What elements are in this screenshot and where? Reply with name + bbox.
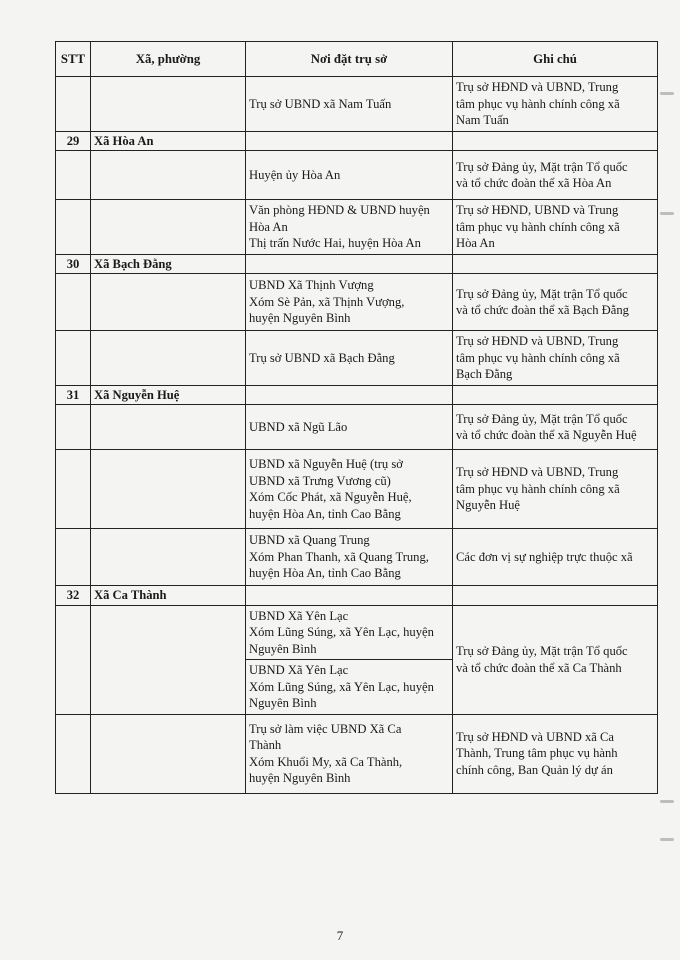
cell-text-line: UBND xã Trưng Vương cũ) [249,473,391,488]
table-row [56,605,658,660]
note-cell [453,77,658,132]
group-row [56,254,658,274]
cell-text-line: và tổ chức đoàn thể xã Nguyễn Huệ [456,428,637,442]
header-location: Nơi đặt trụ sở [246,42,453,77]
note-cell [453,331,658,386]
table-row [56,714,658,793]
cell-text-line: Trụ sở Đảng ủy, Mặt trận Tổ quốc [456,411,628,426]
commune-name-cell [91,605,246,714]
cell-text-line: UBND xã Quang Trung [249,533,370,548]
scan-edge-mark [660,800,674,803]
location-cell [246,586,453,606]
cell-text-line: Trụ sở HĐND và UBND, Trung [456,334,619,348]
location-cell [246,274,453,331]
cell-text-line: Thành [249,738,282,752]
location-cell [246,529,453,586]
cell-text-line: Trụ sở Đảng ủy, Mặt trận Tổ quốc [456,644,628,658]
stt-cell [56,331,91,386]
table-row [56,405,658,450]
stt-cell [56,605,91,714]
table-row [56,450,658,529]
table-row [56,274,658,331]
cell-text-line: chính công, Ban Quản lý dự án [456,762,613,777]
cell-text-line: Trụ sở Đảng ủy, Mặt trận Tổ quốc [456,159,628,174]
location-cell [246,660,453,715]
stt-cell [56,450,91,529]
cell-text-line: UBND Xã Yên Lạc [249,608,349,623]
stt-cell: 31 [56,385,91,405]
cell-text-line: Xóm Lũng Súng, xã Yên Lạc, huyện [249,679,434,694]
commune-name-cell [91,77,246,132]
commune-name-cell: Xã Hòa An [91,131,246,151]
scan-edge-mark [660,92,674,95]
location-cell [246,385,453,405]
location-cell [246,151,453,200]
stt-cell [56,200,91,255]
scan-edge-mark [660,838,674,841]
header-stt: STT [56,42,91,77]
stt-cell [56,77,91,132]
cell-text-line: và tổ chức đoàn thể xã Ca Thành [456,660,622,675]
cell-text-line: tâm phục vụ hành chính công xã [456,219,620,234]
table-header-row [56,42,658,77]
cell-text-line: Trụ sở UBND xã Nam Tuấn [249,96,392,111]
cell-text-line: tâm phục vụ hành chính công xã [456,481,620,496]
table-body [56,77,658,794]
table-row [56,77,658,132]
cell-text-line: tâm phục vụ hành chính công xã [456,350,620,365]
stt-cell: 30 [56,254,91,274]
stt-cell [56,714,91,793]
stt-cell [56,529,91,586]
group-row [56,586,658,606]
cell-text-line: huyện Nguyên Bình [249,771,351,785]
cell-text-line: Xóm Cốc Phát, xã Nguyễn Huệ, [249,490,412,504]
cell-text-line: Xóm Lũng Súng, xã Yên Lạc, huyện [249,625,434,639]
note-cell [453,274,658,331]
scan-edge-mark [660,212,674,215]
stt-cell: 32 [56,586,91,606]
location-cell [246,450,453,529]
cell-text-line: Nguyễn Huệ [456,498,521,513]
note-cell [453,385,658,405]
location-cell [246,405,453,450]
cell-text-line: Trụ sở làm việc UBND Xã Ca [249,721,402,736]
cell-text-line: và tổ chức đoàn thể xã Bạch Đằng [456,303,629,317]
cell-text-line: Trụ sở HĐND và UBND, Trung [456,465,619,480]
cell-text-line: Xóm Sè Pản, xã Thịnh Vượng, [249,294,405,309]
cell-text-line: Văn phòng HĐND & UBND huyện [249,203,430,217]
cell-text-line: Nguyên Bình [249,641,317,656]
cell-text-line: Huyện ủy Hòa An [249,167,341,182]
stt-cell [56,151,91,200]
group-row [56,131,658,151]
cell-text-line: Nguyên Bình [249,696,317,710]
cell-text-line: và tổ chức đoàn thể xã Hòa An [456,176,612,190]
commune-name-cell [91,274,246,331]
page-number: 7 [336,928,344,943]
commune-name-cell [91,450,246,529]
cell-text-line: Trụ sở UBND xã Bạch Đằng [249,350,395,365]
location-cell [246,77,453,132]
cell-text-line: Nam Tuấn [456,113,509,127]
cell-text-line: Bạch Đằng [456,367,513,381]
commune-name-cell: Xã Ca Thành [91,586,246,606]
location-cell [246,254,453,274]
cell-text-line: tâm phục vụ hành chính công xã [456,96,620,111]
table-row [56,331,658,386]
cell-text-line: Xóm Khuổi My, xã Ca Thành, [249,754,403,769]
cell-text-line: Trụ sở HĐND, UBND và Trung [456,203,619,217]
location-cell [246,331,453,386]
cell-text-line: Xóm Phan Thanh, xã Quang Trung, [249,549,429,564]
header-commune: Xã, phường [91,42,246,77]
cell-text-line: Trụ sở HĐND và UBND xã Ca [456,729,615,744]
note-cell [453,131,658,151]
note-cell [453,151,658,200]
table-row [56,200,658,255]
office-location-table [55,41,658,794]
header-note: Ghi chú [453,42,658,77]
cell-text-line: Thành, Trung tâm phục vụ hành [456,746,618,761]
note-cell [453,529,658,586]
commune-name-cell: Xã Nguyễn Huệ [91,385,246,405]
commune-name-cell [91,331,246,386]
commune-name-cell: Xã Bạch Đằng [91,254,246,274]
location-cell [246,200,453,255]
location-cell [246,714,453,793]
note-cell [453,254,658,274]
note-cell [453,605,658,714]
commune-name-cell [91,200,246,255]
cell-text-line: huyện Hòa An, tỉnh Cao Bằng [249,506,401,521]
cell-text-line: UBND xã Nguyễn Huệ (trụ sở [249,457,403,471]
note-cell [453,200,658,255]
note-cell [453,405,658,450]
cell-text-line: Hòa An [249,219,288,234]
commune-name-cell [91,714,246,793]
location-cell [246,605,453,660]
cell-text-line: Hòa An [456,236,495,250]
commune-name-cell [91,405,246,450]
commune-name-cell [91,529,246,586]
cell-text-line: huyện Nguyên Bình [249,311,351,326]
location-cell [246,131,453,151]
table-row [56,151,658,200]
cell-text-line: Thị trấn Nước Hai, huyện Hòa An [249,236,421,250]
cell-text-line: Các đơn vị sự nghiệp trực thuộc xã [456,549,633,564]
cell-text-line: UBND Xã Yên Lạc [249,663,349,677]
stt-cell [56,274,91,331]
note-cell [453,714,658,793]
cell-text-line: UBND Xã Thịnh Vượng [249,278,374,293]
stt-cell [56,405,91,450]
group-row [56,385,658,405]
cell-text-line: Trụ sở HĐND và UBND, Trung [456,80,619,94]
stt-cell: 29 [56,131,91,151]
commune-name-cell [91,151,246,200]
cell-text-line: Trụ sở Đảng ủy, Mặt trận Tổ quốc [456,286,628,301]
cell-text-line: huyện Hòa An, tỉnh Cao Bằng [249,566,401,581]
note-cell [453,450,658,529]
cell-text-line: UBND xã Ngũ Lão [249,419,348,434]
note-cell [453,586,658,606]
table-row [56,529,658,586]
